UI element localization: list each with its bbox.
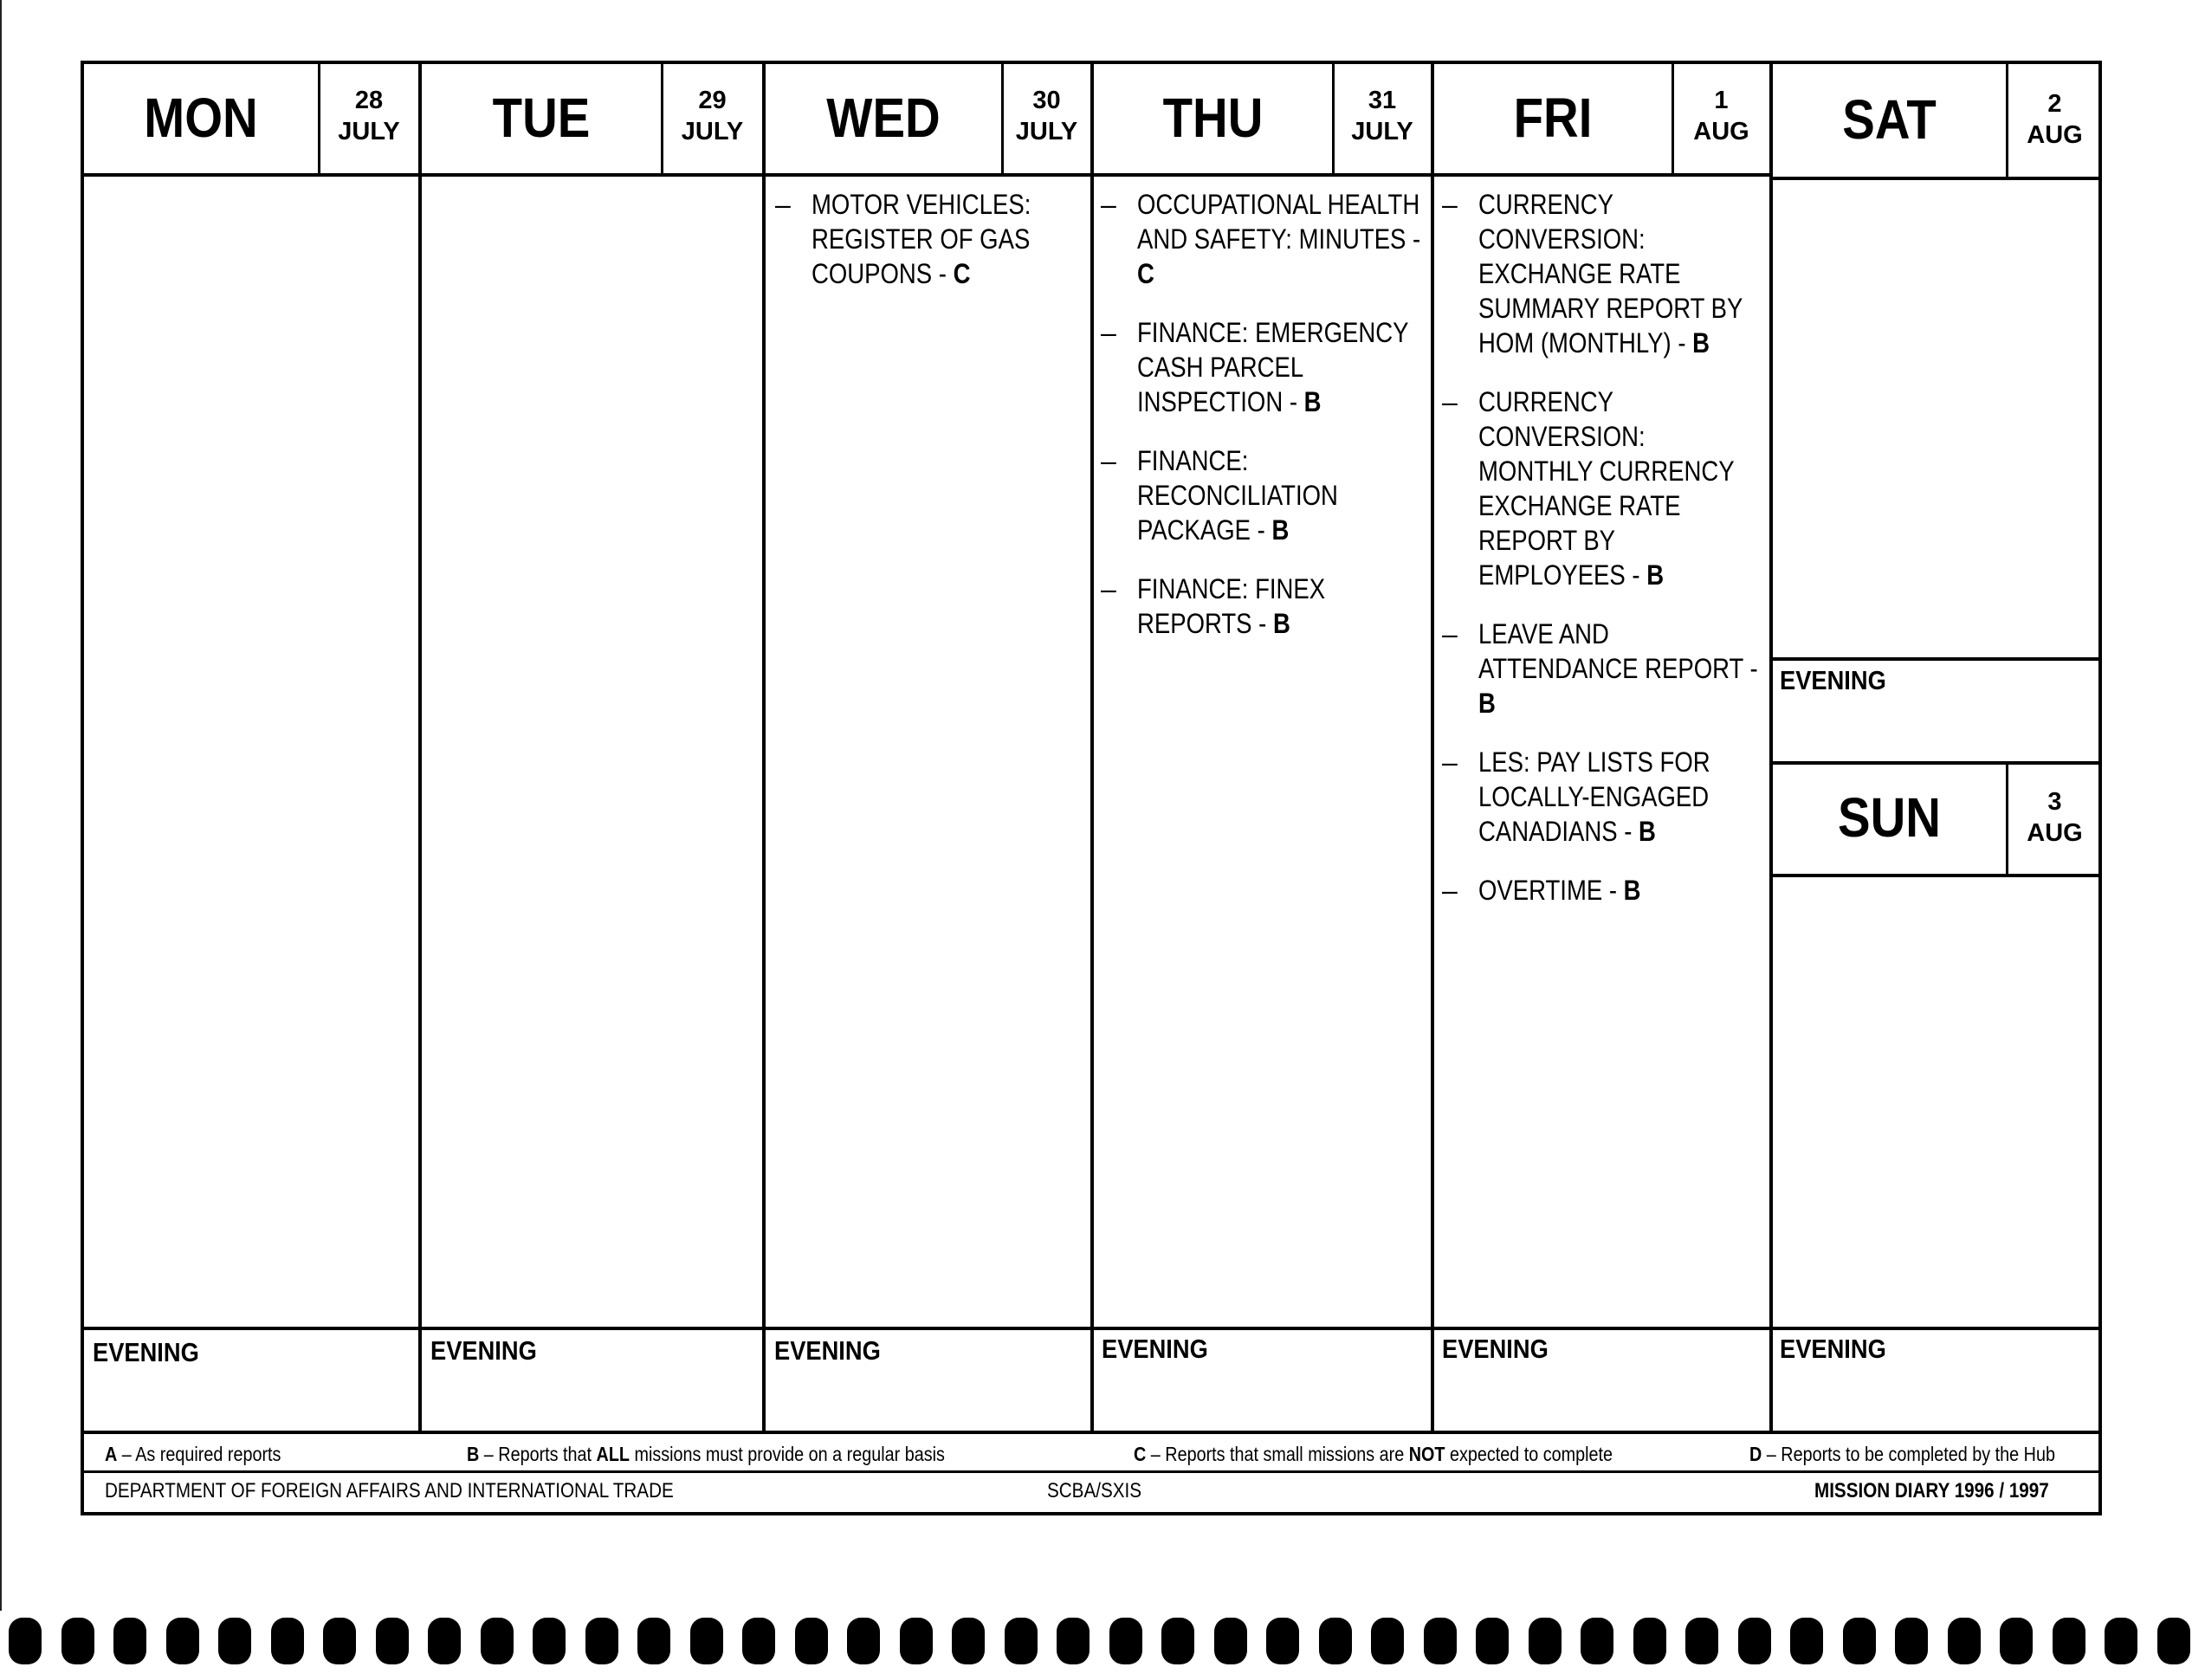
diary-entry: [1101, 187, 1423, 291]
report-code: C: [953, 258, 971, 289]
binder-hole: [61, 1618, 94, 1664]
binder-hole: [1319, 1618, 1352, 1664]
diary-entry: [1101, 572, 1423, 641]
report-code: B: [1271, 514, 1290, 546]
binder-hole: [166, 1618, 199, 1664]
binder-hole: [742, 1618, 775, 1664]
binder-hole: [585, 1618, 618, 1664]
footer-title: MISSION DIARY 1996 / 1997: [1814, 1479, 2049, 1502]
diary-entry: [1101, 443, 1423, 547]
binder-hole: [533, 1618, 566, 1664]
date-month: JULY: [1351, 118, 1413, 145]
legend-a: A – As required reports: [105, 1443, 281, 1465]
day-name-fri: FRI: [1513, 87, 1593, 149]
day-name-tue: TUE: [492, 87, 591, 149]
binder-holes: [0, 1618, 2205, 1666]
date-month: AUG: [2027, 121, 2083, 149]
entry-text: LEAVE AND ATTENDANCE REPORT - B: [1478, 618, 1758, 719]
binder-hole: [847, 1618, 880, 1664]
evening-label-sat-upper: EVENING: [1780, 665, 1886, 695]
entry-list-wed: [775, 187, 1080, 315]
entry-text: LES: PAY LISTS FOR LOCALLY-ENGAGED CANADIANS - B: [1478, 746, 1710, 847]
binder-hole: [1581, 1618, 1613, 1664]
report-code: B: [1692, 327, 1710, 359]
diary-entry: [1101, 315, 1423, 419]
binder-hole: [428, 1618, 461, 1664]
evening-label-wed: EVENING: [774, 1335, 881, 1366]
diary-entry: [1442, 873, 1764, 908]
legend-d: D – Reports to be completed by the Hub: [1749, 1443, 2055, 1465]
report-code: B: [1478, 688, 1496, 719]
binder-hole: [1161, 1618, 1194, 1664]
mission-diary-week: [81, 61, 2102, 1515]
binder-hole: [1790, 1618, 1823, 1664]
diary-entry: [1442, 384, 1764, 592]
date-month: AUG: [2027, 819, 2083, 847]
column-divider: [418, 64, 422, 1434]
entry-text: FINANCE: FINEX REPORTS - B: [1137, 573, 1326, 639]
day-name-sun: SUN: [1838, 786, 1941, 849]
report-code: B: [1272, 608, 1290, 639]
diary-entry: [1442, 745, 1764, 849]
binder-hole: [1843, 1618, 1876, 1664]
entry-text: FINANCE: EMERGENCY CASH PARCEL INSPECTION - B: [1137, 317, 1408, 417]
binder-hole: [1214, 1618, 1247, 1664]
legend-b: B – Reports that ALL missions must provide on a regular basis: [467, 1443, 945, 1465]
binder-hole: [1109, 1618, 1142, 1664]
entry-list-thu: [1101, 187, 1423, 665]
page-edge-line: [0, 0, 2, 1611]
report-code: B: [1646, 559, 1665, 591]
evening-label-tue: EVENING: [430, 1335, 537, 1366]
binder-hole: [795, 1618, 828, 1664]
header-divider: [84, 173, 1773, 177]
binder-hole: [900, 1618, 933, 1664]
date-month: JULY: [338, 118, 400, 145]
binder-hole: [2105, 1618, 2137, 1664]
sat-evening-top: [1769, 657, 2102, 661]
binder-hole: [1633, 1618, 1666, 1664]
day-name-wed: WED: [826, 87, 941, 149]
date-mon: [320, 85, 418, 147]
binder-hole: [1895, 1618, 1928, 1664]
date-number: 30: [1032, 87, 1061, 114]
binder-hole: [1685, 1618, 1718, 1664]
column-divider: [762, 64, 766, 1434]
entry-text: OCCUPATIONAL HEALTH AND SAFETY: MINUTES - C: [1137, 189, 1421, 289]
evening-label-thu: EVENING: [1102, 1334, 1208, 1364]
date-number: 3: [2047, 788, 2062, 816]
legend-divider: [84, 1470, 2102, 1473]
date-number: 28: [354, 87, 384, 114]
date-tue: [663, 85, 762, 147]
legend-c-text: Reports that small missions are NOT expected to complete: [1165, 1443, 1613, 1465]
binder-hole: [9, 1618, 42, 1664]
report-code: B: [1639, 816, 1656, 847]
day-name-thu: THU: [1162, 87, 1264, 149]
binder-hole: [952, 1618, 985, 1664]
binder-hole: [376, 1618, 409, 1664]
sun-header-bottom: [1769, 874, 2102, 877]
binder-hole: [1005, 1618, 1038, 1664]
date-month: JULY: [681, 118, 744, 145]
date-month: JULY: [1015, 118, 1078, 145]
entry-text: OVERTIME - B: [1478, 875, 1641, 906]
binder-hole: [1738, 1618, 1771, 1664]
date-number: 29: [698, 87, 727, 114]
evening-label-mon: EVENING: [93, 1337, 199, 1367]
report-code: B: [1623, 875, 1641, 906]
binder-hole: [1948, 1618, 1981, 1664]
binder-hole: [481, 1618, 514, 1664]
entry-list-fri: [1442, 187, 1764, 932]
evening-bottom-divider: [84, 1431, 2102, 1434]
evening-label-fri: EVENING: [1442, 1334, 1549, 1364]
date-wed: [1003, 85, 1090, 147]
day-name-sat: SAT: [1842, 88, 1937, 151]
binder-hole: [1371, 1618, 1404, 1664]
diary-entry: [775, 187, 1080, 291]
diary-entry: [1442, 617, 1764, 720]
binder-hole: [218, 1618, 251, 1664]
date-thu: [1334, 85, 1431, 147]
footer-code: SCBA/SXIS: [1047, 1479, 1141, 1502]
entry-text: CURRENCY CONVERSION: EXCHANGE RATE SUMMARY REPORT BY HOM (MONTHLY) - B: [1478, 189, 1743, 359]
binder-hole: [637, 1618, 670, 1664]
binder-hole: [113, 1618, 146, 1664]
day-name-mon: MON: [144, 87, 258, 149]
footer-department: DEPARTMENT OF FOREIGN AFFAIRS AND INTERNATIONAL TRADE: [105, 1479, 674, 1502]
binder-hole: [323, 1618, 356, 1664]
binder-hole: [1057, 1618, 1090, 1664]
header-divider: [1769, 177, 2102, 180]
evening-label-sat: EVENING: [1780, 1334, 1886, 1364]
binder-hole: [1424, 1618, 1457, 1664]
sun-header-top: [1769, 761, 2102, 765]
date-sun: [2008, 786, 2102, 849]
report-code: B: [1303, 386, 1322, 417]
date-month: AUG: [1693, 118, 1749, 145]
binder-hole: [1266, 1618, 1299, 1664]
binder-hole: [2000, 1618, 2033, 1664]
binder-hole: [2053, 1618, 2085, 1664]
evening-divider: [84, 1327, 2102, 1330]
date-sat: [2008, 88, 2102, 151]
binder-hole: [1476, 1618, 1509, 1664]
binder-hole: [271, 1618, 304, 1664]
diary-entry: [1442, 187, 1764, 360]
date-fri: [1673, 85, 1769, 147]
binder-hole: [2157, 1618, 2190, 1664]
binder-hole: [690, 1618, 723, 1664]
entry-text: FINANCE: RECONCILIATION PACKAGE - B: [1137, 445, 1338, 546]
date-number: 31: [1368, 87, 1397, 114]
date-number: 1: [1714, 87, 1729, 114]
date-number: 2: [2047, 90, 2062, 118]
legend-b-text: Reports that ALL missions must provide on a regular basis: [498, 1443, 945, 1465]
entry-text: MOTOR VEHICLES: REGISTER OF GAS COUPONS - C: [812, 189, 1031, 289]
entry-text: CURRENCY CONVERSION: MONTHLY CURRENCY EXCHANGE RATE REPORT BY EMPLOYEES - B: [1478, 386, 1735, 591]
binder-hole: [1529, 1618, 1562, 1664]
legend-c: C – Reports that small missions are NOT expected to complete: [1134, 1443, 1613, 1465]
report-code: C: [1137, 258, 1154, 289]
